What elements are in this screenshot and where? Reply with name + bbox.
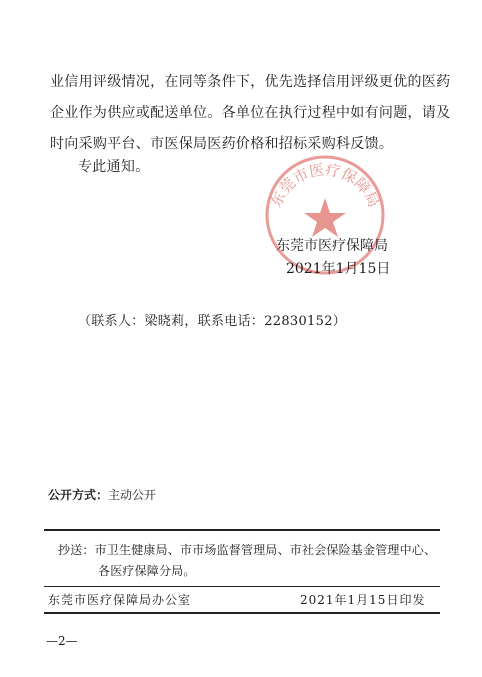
cc-line: 各医疗保障分局。	[98, 564, 196, 578]
closing-line: 专此通知。	[78, 159, 150, 175]
body-paragraph-line: 时向采购平台、市医保局医药价格和招标采购科反馈。	[50, 136, 394, 152]
divider	[44, 529, 440, 531]
contact-info: （联系人：梁晓莉，联系电话：22830152）	[78, 314, 347, 329]
issue-date: 2021年1月15日印发	[300, 593, 426, 607]
body-paragraph-line: 企业作为供应或配送单位。各单位在执行过程中如有问题，请及	[50, 105, 451, 121]
signing-organization: 东莞市医疗保障局	[276, 238, 388, 254]
signing-date: 2021年1月15日	[286, 261, 391, 277]
svg-text:东莞市医疗保障局: 东莞市医疗保障局	[266, 160, 384, 211]
disclosure-method	[48, 486, 156, 503]
issuing-office: 东莞市医疗保障局办公室	[48, 593, 192, 607]
page-number: —2—	[46, 634, 78, 648]
disclosure-label: 公开方式：	[48, 488, 109, 502]
divider	[44, 612, 440, 614]
disclosure-value: 主动公开	[108, 488, 157, 502]
divider	[44, 586, 440, 587]
body-paragraph-line: 业信用评级情况，在同等条件下，优先选择信用评级更优的医药	[50, 74, 451, 90]
cc-line: 抄送：市卫生健康局、市市场监督管理局、市社会保险基金管理中心、	[58, 543, 437, 557]
